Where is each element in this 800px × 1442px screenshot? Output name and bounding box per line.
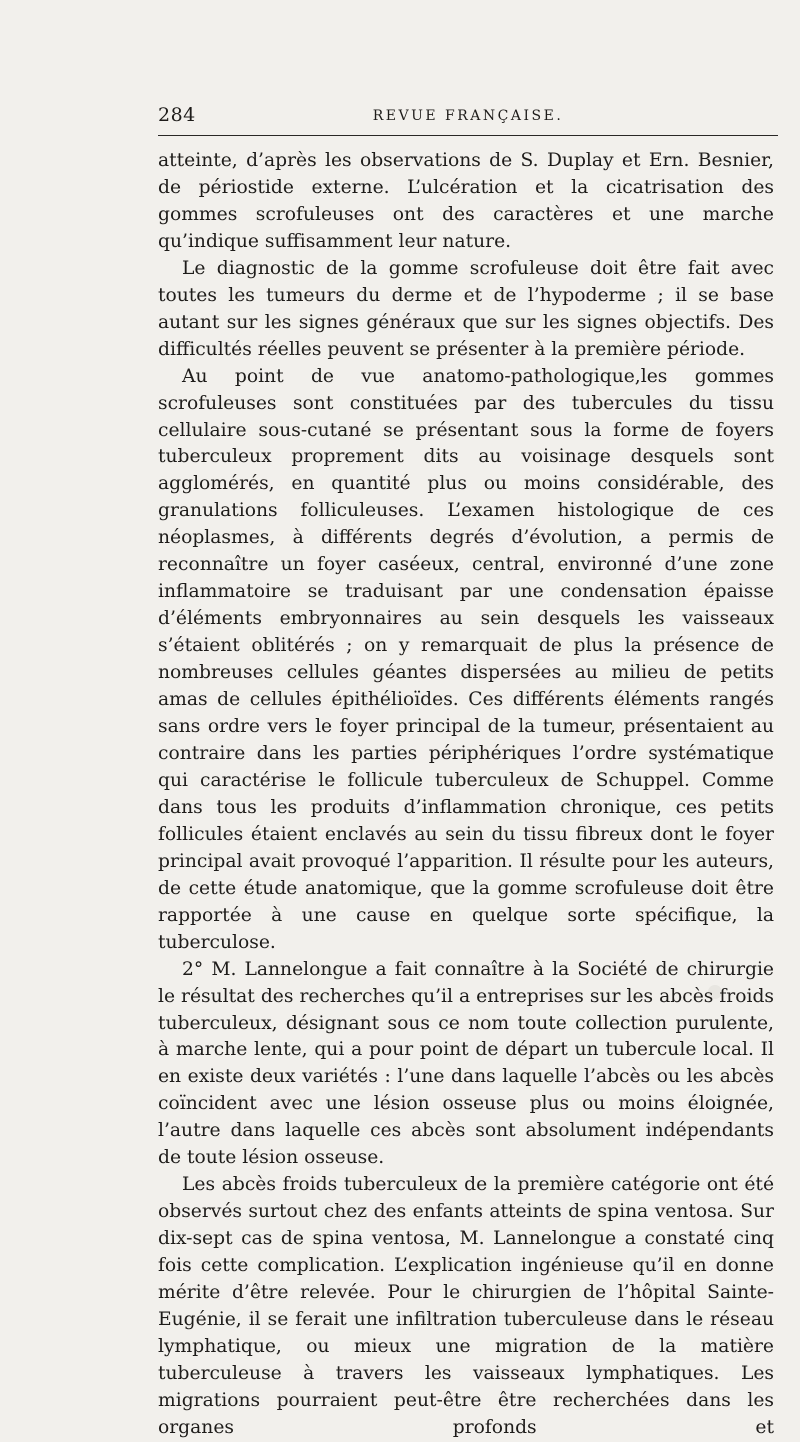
article-body — [158, 148, 774, 1442]
paragraph-continuation: atteinte, d’après les observations de S. Duplay et Ern. Besnier, de périostide externe. L’ulcération et la cicatrisation des gommes scrofuleuses ont des caractères et une marche qu’indique suffisamment leur nature. — [158, 150, 774, 252]
paper-blemish — [708, 985, 722, 999]
header-rule — [158, 135, 778, 136]
paragraph-cold-abscesses: Les abcès froids tuberculeux de la première catégorie ont été observés surtout chez des enfants atteints de spina ventosa. Sur dix-sept cas de spina ventosa, M. Lannelongue a constaté cinq fois cette complication. L’explication ingénieuse qu’il en donne mérite d’être relevée. Pour le chirurgien de l’hôpital Sainte-Eugénie, il se ferait une infiltration tuberculeuse dans le réseau lymphatique, ou mieux une migration de la matière tuberculeuse à travers les vaisseaux lymphatiques. Les migrations pourraient peut-être être recherchées dans les organes profonds et — [158, 1174, 774, 1438]
page-number: 284 — [158, 104, 196, 126]
paragraph-anatomopathology: Au point de vue anatomo-pathologique,les gommes scrofuleuses sont constituées par des tubercules du tissu cellulaire sous-cutané se présentant sous la forme de foyers tuberculeux proprement dits au voisinage desquels sont agglomérés, en quantité plus ou moins considérable, des granulations folliculeuses. L’examen histologique de ces néoplasmes, à différents degrés d’évolution, a permis de reconnaître un foyer caséeux, central, environné d’une zone inflammatoire se traduisant par une condensation épaisse d’éléments embryonnaires au sein desquels les vaisseaux s’étaient oblitérés ; on y remarquait de plus la présence de nombreuses cellules géantes dispersées au milieu de petits amas de cellules épithélioïdes. Ces différents éléments rangés sans ordre vers le foyer principal de la tumeur, présentaient au contraire dans les parties périphériques l’ordre systématique qui caractérise le follicule tuberculeux de Schuppel. Comme dans tous les produits d’inflammation chronique, ces petits follicules étaient enclavés au sein du tissu fibreux dont le foyer principal avait provoqué l’apparition. Il résulte pour les auteurs, de cette étude anatomique, que la gomme scrofuleuse doit être rapportée à une cause en quelque sorte spécifique, la tuberculose. — [158, 365, 774, 953]
paragraph-diagnostic: Le diagnostic de la gomme scrofuleuse doit être fait avec toutes les tumeurs du derme et de l’hypoderme ; il se base autant sur les signes généraux que sur les signes objectifs. Des difficultés réelles peuvent se présenter à la première période. — [158, 257, 774, 360]
paragraph-lannelongue: 2° M. Lannelongue a fait connaître à la Société de chirurgie le résultat des recherches qu’il a entreprises sur les abcès froids tuberculeux, désignant sous ce nom toute collection purulente, à marche lente, qui a pour point de départ un tubercule local. Il en existe deux variétés : l’une dans laquelle l’abcès ou les abcès coïncident avec une lésion osseuse plus ou moins éloignée, l’autre dans laquelle ces abcès sont absolument indépendants de toute lésion osseuse. — [158, 958, 774, 1169]
running-title: REVUE FRANÇAISE. — [372, 108, 564, 124]
page-header — [158, 104, 778, 130]
